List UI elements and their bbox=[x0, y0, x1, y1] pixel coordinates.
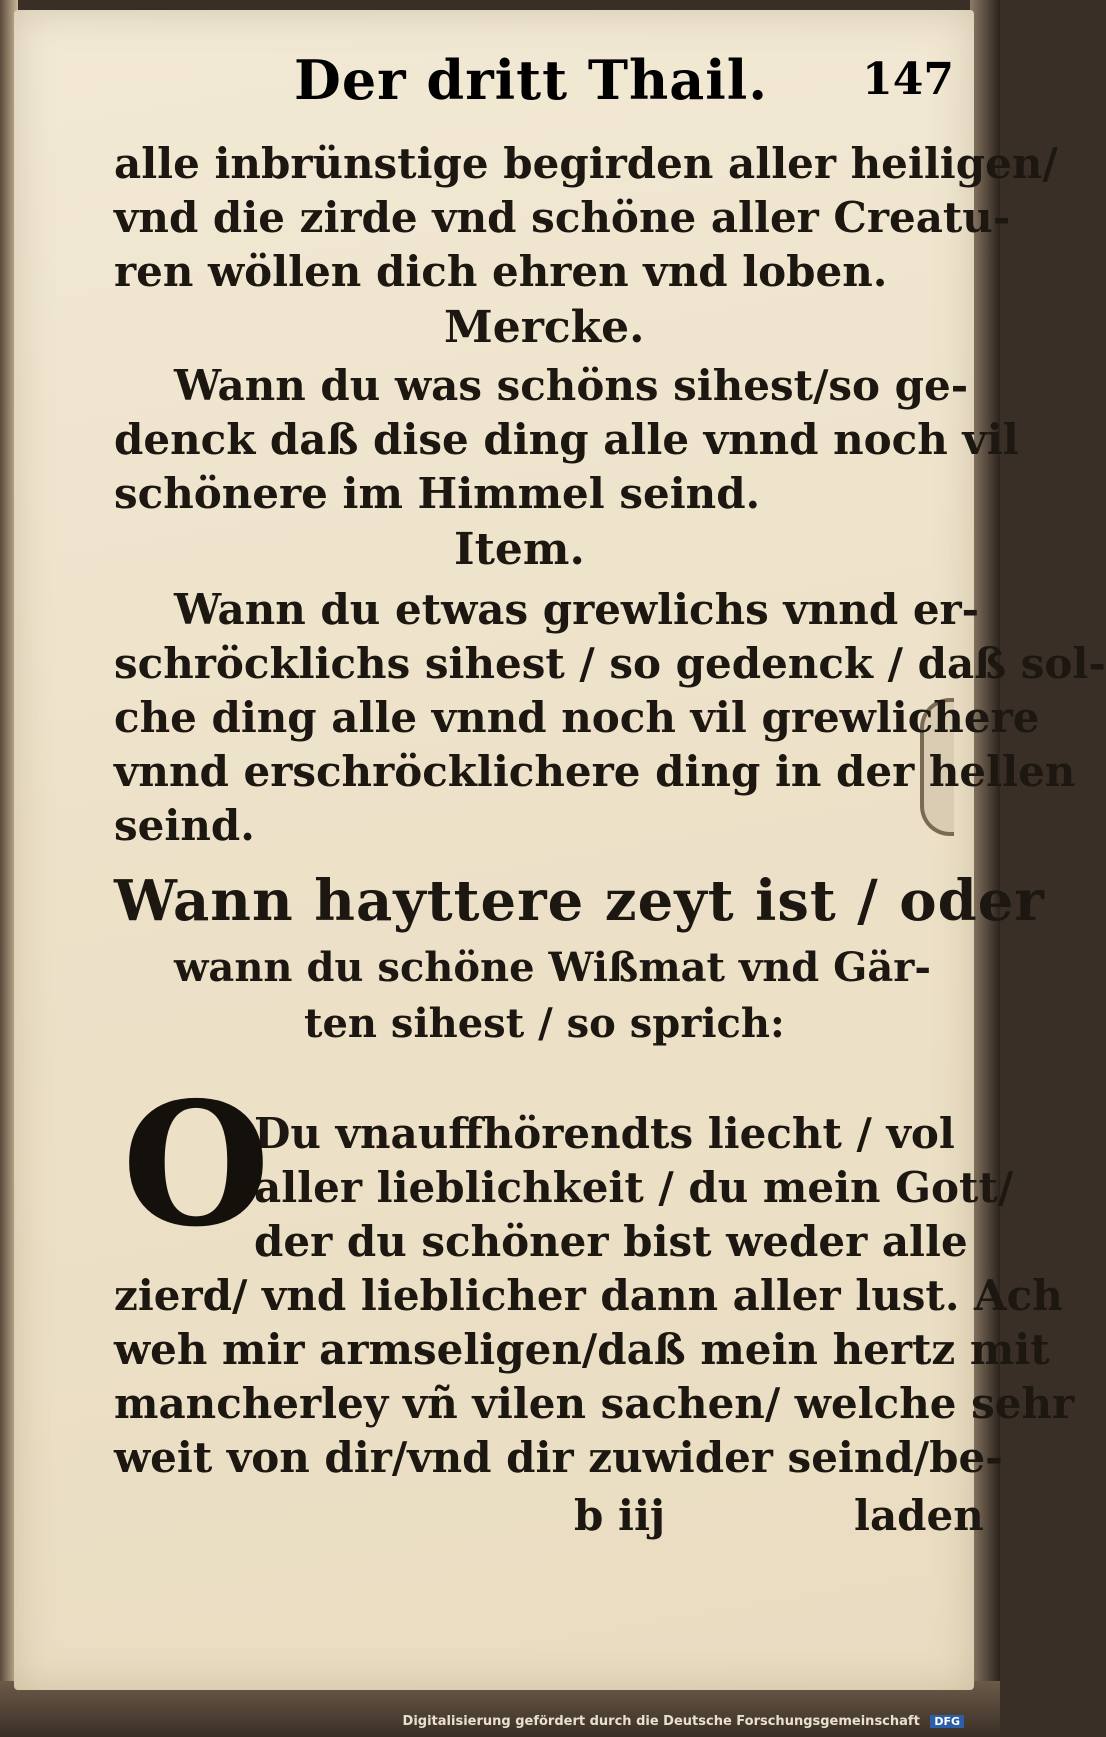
text-line: schönere im Himmel seind. bbox=[114, 469, 761, 518]
decorated-initial: O bbox=[122, 1065, 271, 1265]
prayer-line: Du vnauffhörendts liecht / vol bbox=[254, 1109, 955, 1158]
footer-credit: Digitalisierung gefördert durch die Deutsche Forschungsgemeinschaft bbox=[402, 1714, 920, 1729]
catchword: laden bbox=[854, 1491, 984, 1540]
subheading-item: Item. bbox=[454, 524, 585, 575]
text-line: Wann du etwas grewlichs vnnd er‑ bbox=[174, 585, 980, 634]
prayer-line: weit von dir/vnd dir zuwider seind/be‑ bbox=[114, 1433, 1003, 1482]
signature-mark: b iij bbox=[574, 1491, 666, 1540]
running-head bbox=[194, 48, 954, 128]
text-line: seind. bbox=[114, 801, 255, 850]
prayer-line: der du schöner bist weder alle bbox=[254, 1217, 968, 1266]
text-line: Wann du was schöns sihest/so ge‑ bbox=[174, 361, 969, 410]
dfg-logo: DFG bbox=[930, 1715, 964, 1728]
subheading-mercke: Mercke. bbox=[444, 302, 645, 353]
section-heading-line: wann du schöne Wißmat vnd Gär‑ bbox=[174, 944, 931, 991]
prayer-line: aller lieblichkeit / du mein Gott/ bbox=[254, 1163, 1014, 1212]
prayer-line: weh mir armseligen/daß mein hertz mit bbox=[114, 1325, 1050, 1374]
section-heading-line: ten sihest / so sprich: bbox=[304, 1000, 785, 1047]
prayer-line: zierd/ vnd lieblicher dann aller lust. Ach bbox=[114, 1271, 1063, 1320]
text-line: alle inbrünstige begirden aller heiligen/ bbox=[114, 139, 1058, 188]
text-line: che ding alle vnnd noch vil grewlichere bbox=[114, 693, 1040, 742]
book-page bbox=[14, 10, 1106, 1690]
running-title: Der dritt Thail. bbox=[294, 48, 769, 112]
page-number: 147 bbox=[862, 54, 954, 105]
section-heading: Wann hayttere zeyt ist / oder bbox=[114, 868, 1045, 934]
text-line: schröcklichs sihest / so gedenck / daß sol‑ bbox=[114, 639, 1106, 688]
text-line: vnnd erschröcklichere ding in der hellen bbox=[114, 747, 1076, 796]
digitization-footer bbox=[403, 1714, 964, 1729]
text-line: vnd die zirde vnd schöne aller Creatu‑ bbox=[114, 193, 1011, 242]
text-line: denck daß dise ding alle vnnd noch vil bbox=[114, 415, 1019, 464]
text-line: ren wöllen dich ehren vnd loben. bbox=[114, 247, 888, 296]
prayer-line: mancherley vñ vilen sachen/ welche sehr bbox=[114, 1379, 1075, 1428]
